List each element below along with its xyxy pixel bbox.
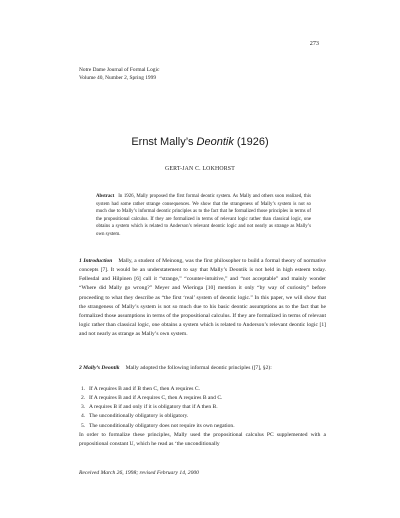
item-text: The unconditionally obligatory does not require its own negation.: [89, 422, 235, 429]
title-prefix: Ernst Mally’s: [131, 136, 197, 148]
section-mally-deontik: [79, 364, 326, 373]
list-item: [81, 394, 321, 403]
title-suffix: (1926): [233, 136, 269, 148]
author-name: GERT-JAN C. LOKHORST: [165, 166, 235, 172]
item-text: The unconditionally obligatory is obligatory.: [89, 413, 189, 420]
journal-volume: Volume 40, Number 2, Spring 1999: [79, 74, 157, 81]
item-number: 5.: [81, 422, 86, 429]
title-italic: Deontik: [196, 136, 234, 148]
item-number: 1.: [81, 386, 86, 392]
section-text: Mally adopted the following informal deontic principles ([7], §2):: [125, 365, 272, 371]
item-number: 2.: [81, 395, 86, 402]
abstract: [96, 193, 311, 239]
section-continuation: In order to formalize these principles, Mally used the propositional calculus PC supplemented with a propositional constant U, which he read as ‘the unconditionally: [79, 432, 326, 448]
page-number: 273: [309, 40, 319, 47]
abstract-text: In 1926, Mally proposed the first formal deontic system. As Mally and others soon realized, this system had some rather strange consequences. We show that the strangeness of Mally’s system is not so much due to Mally’s informal deontic principles as to the fact that he formalized those principles in terms of the propositional calculus. If they are formalized in terms of relevant logic rather than classical logic, one obtains a system which is related to Anderson’s relevant deontic logic and not nearly as strange as Mally’s own system.: [96, 194, 311, 237]
section-heading: 2 Mally’s Deontik: [79, 365, 120, 371]
journal-name: Notre Dame Journal of Formal Logic: [79, 67, 160, 73]
abstract-label: Abstract: [96, 194, 115, 199]
section-text: Mally, a student of Meinong, was the first philosopher to build a formal theory of normative concepts [7]. It would be an understatement to say that Mally’s Deontik is not held in high esteem today. Føllesdal and Hilpinen [6] call it “strange,” “counter-intuitive,” and “not acceptable” and mainly wonder “Where did Mally go wrong?” Meyer and Wieringa [10] mention it only “by way of curiosity” before proceeding to what they describe as “the first ‘real’ system of deontic logic.” In this paper, we will show that the strangeness of Mally’s system is not so much due to his basic deontic assumptions as to the fact that he formalized those assumptions in terms of the propositional calculus. If they are formalized in terms of relevant logic rather than classical logic, one obtains a system which is related to Anderson’s relevant deontic logic [1] and not nearly as strange as Mally’s own system.: [79, 258, 326, 338]
item-number: 4.: [81, 413, 86, 420]
received-dates: Received March 26, 1998; revised February 14, 2000: [79, 470, 199, 476]
section-introduction: [79, 257, 326, 339]
list-item: [81, 403, 321, 412]
principles-list: [81, 385, 321, 431]
paper-title: [0, 136, 400, 148]
item-text: A requires B if and only if it is obligatory that if A then B.: [89, 404, 218, 411]
section-heading: 1 Introduction: [79, 258, 113, 264]
list-item: [81, 385, 321, 394]
item-number: 3.: [81, 404, 86, 411]
item-text: If A requires B and if A requires C, then A requires B and C.: [89, 395, 223, 402]
journal-header: [79, 67, 159, 82]
list-item: [81, 422, 321, 431]
item-text: If A requires B and if B then C, then A requires C.: [89, 386, 200, 392]
list-item: [81, 412, 321, 421]
